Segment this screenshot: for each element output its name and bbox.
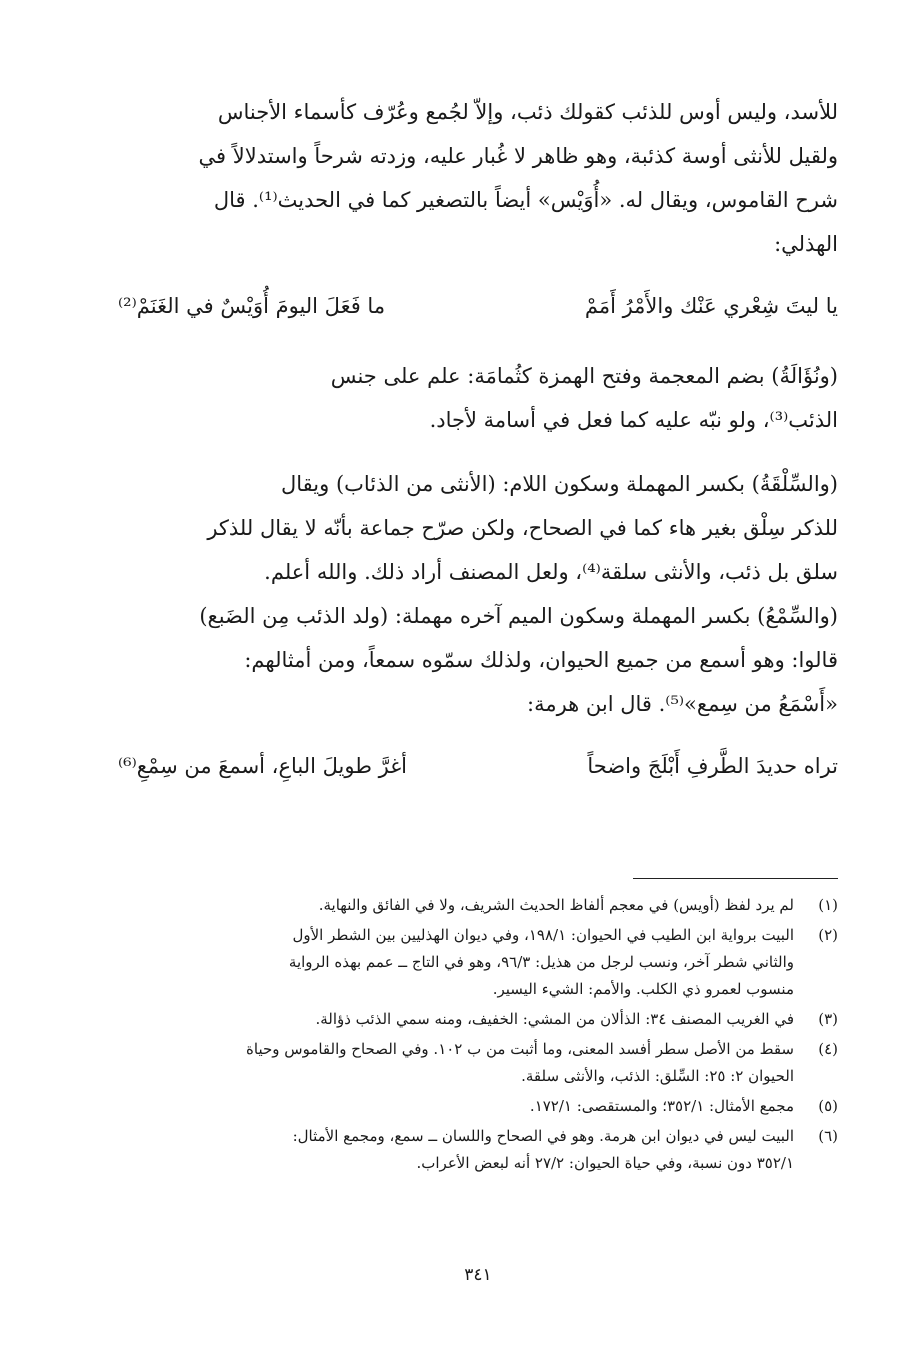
footnote-line: البيت ليس في ديوان ابن هرمة. وهو في الصحاح واللسان ــ سمع، ومجمع الأمثال:	[292, 1127, 794, 1145]
book-page	[118, 90, 838, 1290]
footnote-text	[118, 1123, 794, 1177]
text-line: قالوا: وهو أسمع من جميع الحيوان، ولذلك سمّوه سمعاً، ومن أمثالهم:	[244, 648, 838, 672]
footnote-line: لم يرد لفظ (أويس) في معجم ألفاظ الحديث الشريف، ولا في الفائق والنهاية.	[318, 896, 794, 914]
footnote-number: (٤)	[818, 1040, 838, 1058]
verse-first-hemistich: يا ليتَ شِعْري عَنْك والأَمْرُ أَمَمْ	[584, 294, 838, 318]
text-line: الهذلي:	[774, 232, 838, 256]
verse-second-hemistich: ما فَعَلَ اليومَ أُوَيْسٌ في الغَنَمْ⁽²⁾	[118, 294, 386, 318]
page-number: ٣٤١	[464, 1265, 492, 1285]
footnote-number: (٦)	[818, 1127, 838, 1145]
text-line: الذئب⁽³⁾، ولو نبّه عليه كما فعل في أسامة لأجاد.	[429, 408, 838, 432]
text-line: (والسِّمْعُ) بكسر المهملة وسكون الميم آخره مهملة: (ولد الذئب مِن الضَبع)	[199, 604, 838, 628]
text-line: للذكر سِلْق بغير هاء كما في الصحاح، ولكن صرّح جماعة بأنّه لا يقال للذكر	[207, 516, 838, 540]
footnote-2	[118, 922, 838, 1003]
text-line: «أَسْمَعُ من سِمع»⁽⁵⁾. قال ابن هرمة:	[527, 692, 838, 716]
paragraph-3	[118, 462, 838, 726]
footnote-text	[118, 1093, 794, 1120]
footnote-line: والثاني شطر آخر، ونسب لرجل من هذيل: ٩٦/٣، وهو في التاج ــ عمم بهذه الرواية	[288, 953, 794, 971]
footnote-6	[118, 1123, 838, 1177]
footnote-line: مجمع الأمثال: ٣٥٢/١؛ والمستقصى: ١٧٢/١.	[529, 1097, 794, 1115]
paragraph-1	[118, 90, 838, 266]
footnote-number: (١)	[818, 896, 838, 914]
text-line: شرح القاموس، ويقال له. «أُوَيْس» أيضاً بالتصغير كما في الحديث⁽¹⁾. قال	[213, 188, 838, 212]
footnote-line: ٣٥٢/١ دون نسبة، وفي حياة الحيوان: ٢٧/٢ أنه لبعض الأعراب.	[416, 1154, 794, 1172]
text-line: ولقيل للأنثى أوسة كذئبة، وهو ظاهر لا غُبار عليه، وزدته شرحاً واستدلالاً في	[198, 144, 838, 168]
poetry-verse-2	[118, 746, 838, 786]
footnote-line: الحيوان ٢: ٢٥: السِّلق: الذئب، والأنثى سلقة.	[521, 1067, 794, 1085]
footnote-separator	[633, 878, 838, 879]
footnote-text	[118, 1006, 794, 1033]
paragraph-2	[118, 354, 838, 442]
footnote-line: البيت برواية ابن الطيب في الحيوان: ١٩٨/١، وفي ديوان الهذليين بين الشطر الأول	[292, 926, 794, 944]
poetry-verse-1	[118, 286, 838, 326]
text-line: (والسِّلْقَةُ) بكسر المهملة وسكون اللام: (الأنثى من الذئاب) ويقال	[281, 472, 838, 496]
text-line: سلق بل ذئب، والأنثى سلقة⁽⁴⁾، ولعل المصنف أراد ذلك. والله أعلم.	[264, 560, 838, 584]
text-line: (ونُؤَالَةُ) بضم المعجمة وفتح الهمزة كثُمامَة: علم على جنس	[330, 364, 838, 388]
footnote-number: (٥)	[818, 1097, 838, 1115]
footnote-number: (٢)	[818, 926, 838, 944]
footnote-5	[118, 1093, 838, 1120]
text-line: للأسد، وليس أوس للذئب كقولك ذئب، وإلاّ لجُمع وعُرّف كأسماء الأجناس	[217, 100, 838, 124]
footnote-number: (٣)	[818, 1010, 838, 1028]
footnote-line: سقط من الأصل سطر أفسد المعنى، وما أثبت من ب ١٠٢. وفي الصحاح والقاموس وحياة	[246, 1040, 794, 1058]
footnote-line: منسوب لعمرو ذي الكلب. والأمم: الشيء اليسير.	[492, 980, 794, 998]
footnote-text	[118, 922, 794, 1003]
footnote-line: في الغريب المصنف ٣٤: الذألان من المشي: الخفيف، ومنه سمي الذئب ذؤالة.	[315, 1010, 794, 1028]
verse-first-hemistich: تراه حديدَ الطَّرفِ أَبْلَجَ واضحاً	[587, 754, 838, 778]
footnotes	[118, 892, 838, 1180]
footnote-3	[118, 1006, 838, 1033]
footnote-4	[118, 1036, 838, 1090]
verse-second-hemistich: أغرَّ طويلَ الباعِ، أسمعَ من سِمْعِ⁽⁶⁾	[118, 754, 408, 778]
footnote-text	[118, 892, 794, 919]
footnote-1	[118, 892, 838, 919]
footnote-text	[118, 1036, 794, 1090]
